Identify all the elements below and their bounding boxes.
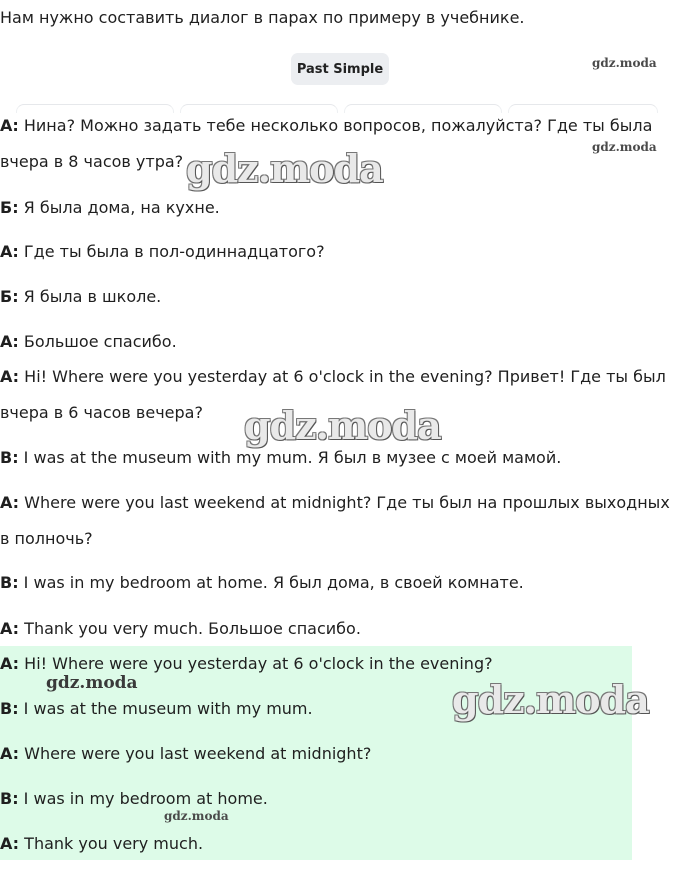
line-text: Нина? Можно задать тебе несколько вопросов, пожалуйста? Где ты была вчера в 8 часов утра?: [0, 116, 653, 171]
speaker-label: A:: [0, 619, 20, 638]
past-simple-tag-button[interactable]: Past Simple: [291, 53, 389, 85]
line-text: Большое спасибо.: [18, 332, 177, 351]
line-text: I was at the museum with my mum.: [18, 699, 313, 718]
line-text: Я была в школе.: [18, 287, 162, 306]
speaker-label: A:: [0, 367, 20, 386]
dialogue-line: [0, 691, 313, 727]
dialogue-line: [0, 234, 325, 270]
watermark: gdz.moda: [186, 146, 383, 191]
speaker-label: B:: [0, 573, 19, 592]
watermark: gdz.moda: [592, 56, 657, 70]
dialogue-line: [0, 565, 524, 601]
speaker-label: B:: [0, 789, 19, 808]
line-text: I was in my bedroom at home.: [18, 789, 268, 808]
speaker-label: А:: [0, 242, 19, 261]
dialogue-line: [0, 736, 371, 772]
speaker-label: А:: [0, 332, 19, 351]
line-text: Где ты была в пол-одиннадцатого?: [18, 242, 325, 261]
line-text: Thank you very much.: [19, 834, 204, 853]
line-text: I was at the museum with my mum. Я был в музее с моей мамой.: [18, 448, 562, 467]
speaker-label: A:: [0, 493, 20, 512]
dialogue-line: [0, 279, 161, 315]
line-text: Я была дома, на кухне.: [18, 198, 220, 217]
speaker-label: B:: [0, 699, 19, 718]
watermark: gdz.moda: [164, 809, 229, 823]
line-text: Thank you very much. Большое спасибо.: [19, 619, 361, 638]
line-text: Hi! Where were you yesterday at 6 o'clock in the evening?: [19, 654, 493, 673]
line-text: Hi! Where were you yesterday at 6 o'clock in the evening? Привет! Где ты был вчера в 6 часов вечера?: [0, 367, 666, 422]
speaker-label: B:: [0, 448, 19, 467]
speaker-label: A:: [0, 654, 20, 673]
watermark: gdz.moda: [244, 403, 441, 448]
speaker-label: Б:: [0, 198, 19, 217]
line-text: Where were you last weekend at midnight? Где ты был на прошлых выходных в полночь?: [0, 493, 670, 548]
watermark: gdz.moda: [452, 677, 649, 722]
dialogue-line: [0, 611, 361, 647]
speaker-label: Б:: [0, 287, 19, 306]
intro-text: Нам нужно составить диалог в парах по примеру в учебнике.: [0, 8, 525, 27]
line-text: Where were you last weekend at midnight?: [19, 744, 372, 763]
speaker-label: A:: [0, 834, 20, 853]
speaker-label: А:: [0, 116, 19, 135]
watermark: gdz.moda: [46, 673, 138, 693]
speaker-label: A:: [0, 744, 20, 763]
dialogue-line: [0, 190, 220, 226]
watermark: gdz.moda: [592, 140, 657, 154]
dialogue-line: [0, 324, 177, 360]
dialogue-line: [0, 826, 203, 862]
line-text: I was in my bedroom at home. Я был дома, в своей комнате.: [18, 573, 524, 592]
dialogue-line: [0, 485, 678, 557]
